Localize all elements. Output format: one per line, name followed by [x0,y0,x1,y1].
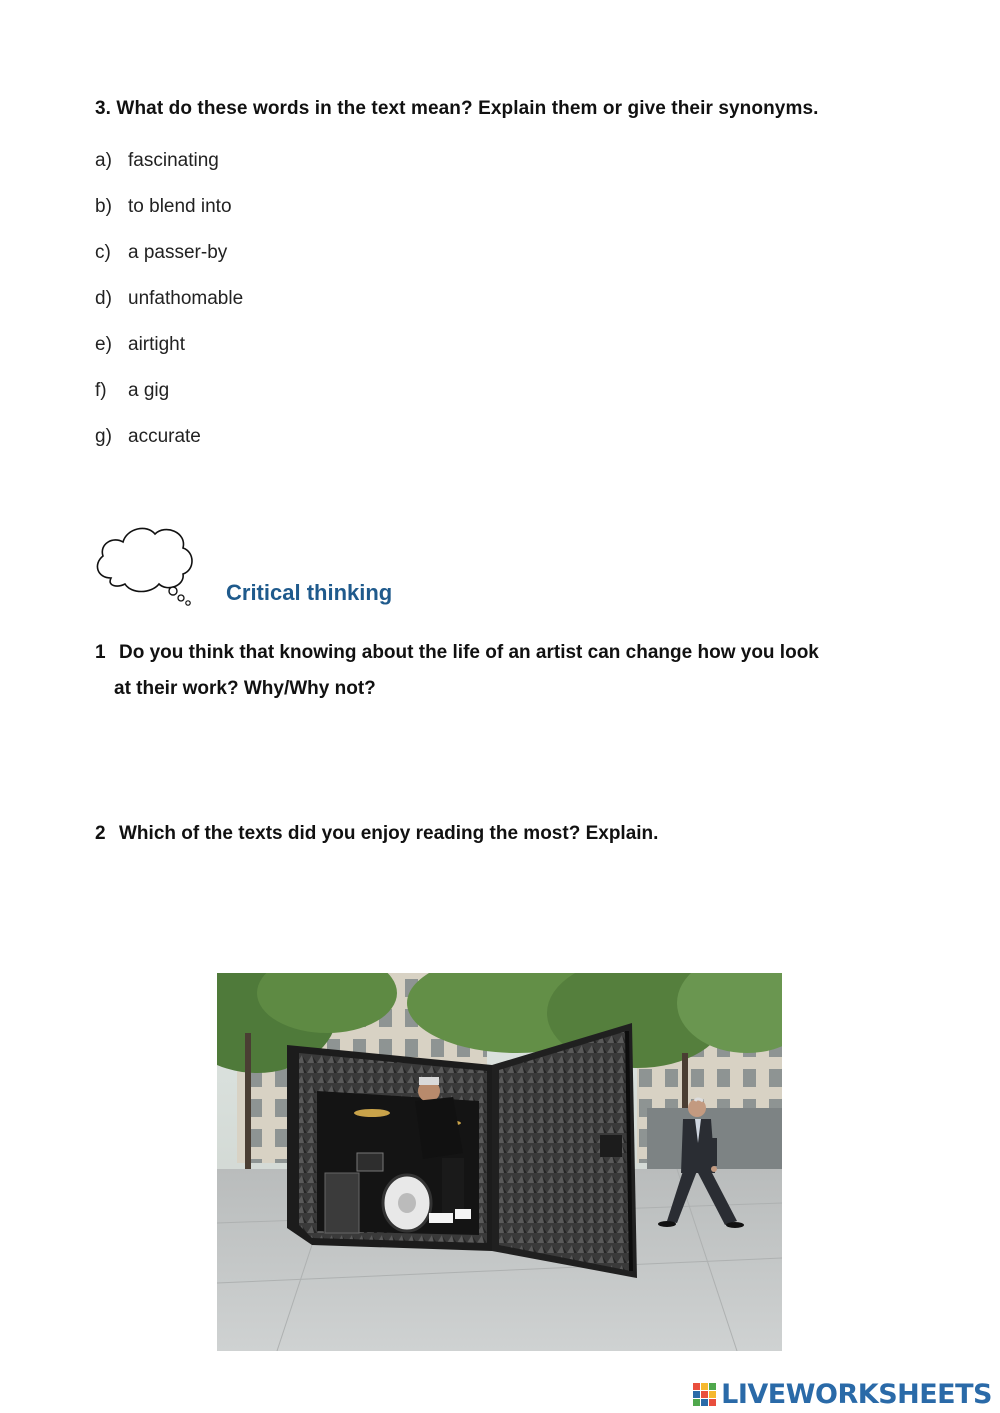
item-word: accurate [128,426,201,447]
brand-name: LIVEWORKSHEETS [721,1379,992,1410]
question-number: 2 [95,823,106,844]
item-letter: e) [95,334,112,355]
item-letter: d) [95,288,112,309]
thought-cloud-icon [93,518,203,610]
item-letter: c) [95,242,111,263]
item-word: to blend into [128,196,232,217]
item-letter: g) [95,426,112,447]
vocab-list [95,150,243,472]
liveworksheets-logo-icon [693,1383,717,1407]
item-word: fascinating [128,150,219,171]
item-word: a passer-by [128,242,228,263]
item-word: unfathomable [128,288,244,309]
critical-thinking-title: Critical thinking [226,580,393,605]
photo-drummer-in-soundproof-box [217,973,782,1351]
item-word: a gig [128,380,170,401]
liveworksheets-brand[interactable] [693,1379,992,1410]
list-item [95,334,243,380]
exercise-3-heading: 3. What do these words in the text mean? Explain them or give their synonyms. [95,98,819,119]
question-text-continued: at their work? Why/Why not? [114,678,376,699]
list-item [95,426,243,472]
item-letter: a) [95,150,112,171]
list-item [95,150,243,196]
item-word: airtight [128,334,186,355]
item-letter: b) [95,196,112,217]
list-item [95,380,243,426]
critical-question-2 [95,816,658,852]
list-item [95,196,243,242]
list-item [95,288,243,334]
question-text: Do you think that knowing about the life of an artist can change how you look [119,642,819,663]
critical-question-1 [95,635,915,707]
question-text: Which of the texts did you enjoy reading the most? Explain. [119,823,659,844]
item-letter: f) [95,380,107,401]
question-number: 1 [95,642,106,663]
list-item [95,242,243,288]
